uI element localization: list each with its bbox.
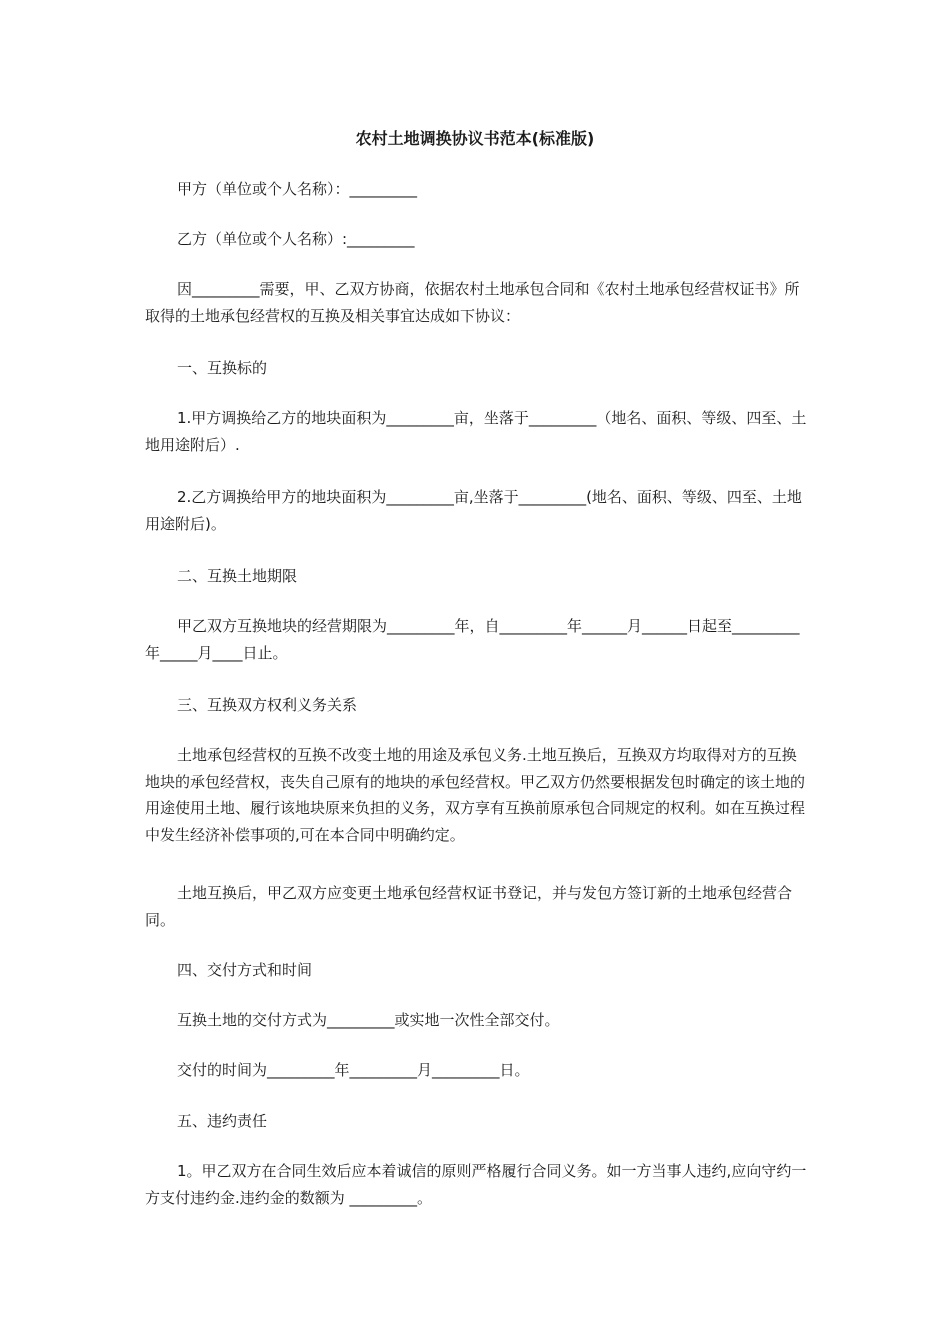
section-heading-4: 四、交付方式和时间 — [177, 961, 313, 979]
section-heading-2: 二、互换土地期限 — [177, 567, 298, 585]
clause-1-2: 2.乙方调换给甲方的地块面积为_________亩,坐落于_________(地名、面积、等级、四至、土地用途附后)。 — [145, 488, 802, 533]
breach-clause-1: 1。甲乙双方在合同生效后应本着诚信的原则严格履行合同义务。如一方当事人违约,应向守约一方支付违约金.违约金的数额为 _________。 — [145, 1162, 807, 1207]
term-paragraph: 甲乙双方互换地块的经营期限为_________年，自_________年______月______日起至_________年_____月____日止。 — [145, 617, 800, 662]
rights-paragraph: 土地承包经营权的互换不改变土地的用途及承包义务.土地互换后，互换双方均取得对方的互换地块的承包经营权，丧失自己原有的地块的承包经营权。甲乙双方仍然要根据发包时确定的该土地的用途使用土地、履行该地块原来负担的义务，双方享有互换前原承包合同规定的权利。如在互换过程中发生经济补偿事项的,可在本合同中明确约定。 — [145, 746, 806, 844]
section-heading-5: 五、违约责任 — [177, 1112, 268, 1130]
section-heading-3: 三、互换双方权利义务关系 — [177, 696, 358, 714]
preamble-paragraph: 因_________需要，甲、乙双方协商，依据农村土地承包合同和《农村土地承包经营权证书》所取得的土地承包经营权的互换及相关事宜达成如下协议： — [145, 280, 800, 325]
clause-1-1: 1.甲方调换给乙方的地块面积为_________亩，坐落于_________（地名、面积、等级、四至、土地用途附后）. — [145, 409, 807, 454]
delivery-method-line: 互换土地的交付方式为_________或实地一次性全部交付。 — [177, 1011, 560, 1029]
document-title: 农村土地调换协议书范本(标准版) — [355, 129, 595, 148]
registration-paragraph: 土地互换后，甲乙双方应变更土地承包经营权证书登记，并与发包方签订新的土地承包经营合同。 — [145, 884, 793, 929]
party-a-line: 甲方（单位或个人名称）：_________ — [177, 180, 418, 198]
party-b-line: 乙方（单位或个人名称）:_________ — [177, 230, 415, 248]
delivery-time-line: 交付的时间为_________年_________月_________日。 — [177, 1061, 530, 1079]
section-heading-1: 一、互换标的 — [177, 359, 268, 377]
